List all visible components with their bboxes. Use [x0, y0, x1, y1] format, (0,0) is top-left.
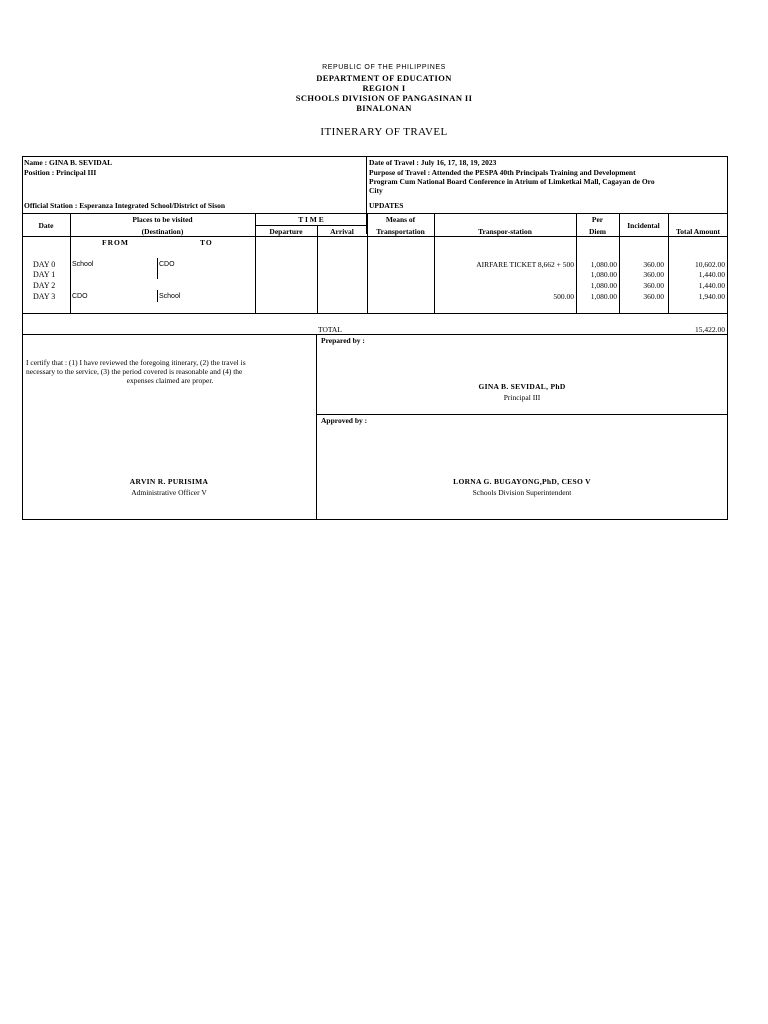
col-per-line2: Diem: [588, 227, 607, 236]
row-from: CDO: [72, 293, 88, 300]
row-incidental: 360.00: [643, 270, 664, 279]
col-means-line2: Transportation: [376, 227, 425, 236]
col-departure: Departure: [269, 227, 303, 236]
prepared-by-name: GINA B. SEVIDAL, PhD: [478, 382, 566, 391]
division-line: SCHOOLS DIVISION OF PANGASINAN II: [295, 93, 473, 103]
row-day: DAY 2: [33, 281, 56, 290]
col-date: Date: [38, 221, 54, 230]
certify-line-2: necessary to the service, (3) the period covered is reasonable and (4) the: [26, 367, 243, 376]
document-title: ITINERARY OF TRAVEL: [320, 126, 448, 138]
total-label: TOTAL: [318, 325, 342, 334]
row-total: 1,940.00: [698, 292, 725, 301]
row-transpo: 500.00: [553, 292, 574, 301]
row-per-diem: 1,080.00: [590, 270, 617, 279]
approved-by-name: LORNA G. BUGAYONG,PhD, CESO V: [453, 477, 591, 486]
row-incidental: 360.00: [643, 281, 664, 290]
col-to: TO: [200, 238, 213, 247]
row-per-diem: 1,080.00: [590, 281, 617, 290]
col-total-amount: Total Amount: [675, 227, 721, 236]
row-incidental: 360.00: [643, 260, 664, 269]
purpose-line-2: Program Cum National Board Conference in Atrium of Limketkai Mall, Cagayan de Oro: [369, 177, 655, 186]
total-value: 15,422.00: [695, 325, 725, 334]
document-header: [0, 63, 768, 113]
row-total: 1,440.00: [698, 270, 725, 279]
name-field: Name : GINA B. SEVIDAL: [24, 158, 113, 167]
republic-line: REPUBLIC OF THE PHILIPPINES: [322, 64, 446, 71]
prepared-by-label: Prepared by :: [321, 336, 365, 345]
row-incidental: 360.00: [643, 292, 664, 301]
row-day: DAY 1: [33, 270, 56, 279]
prepared-by-title: Principal III: [503, 393, 541, 402]
col-from: FROM: [102, 238, 129, 247]
col-places-line1: Places to be visited: [132, 215, 193, 224]
purpose-line-3: City: [369, 186, 383, 195]
approved-by-title: Schools Division Superintendent: [472, 488, 572, 497]
updates-label: UPDATES: [369, 201, 404, 210]
position-field: Position : Principal III: [24, 168, 97, 177]
itinerary-form: [22, 156, 728, 520]
row-per-diem: 1,080.00: [590, 292, 617, 301]
admin-officer-title: Administrative Officer V: [131, 488, 207, 497]
official-station-field: Official Station : Esperanza Integrated School/District of Sison: [24, 201, 226, 210]
region-line: REGION I: [362, 83, 406, 93]
date-of-travel-field: Date of Travel : July 16, 17, 18, 19, 2023: [369, 158, 497, 167]
col-arrival: Arrival: [330, 227, 354, 236]
col-per-line1: Per: [591, 215, 604, 224]
row-transpo: AIRFARE TICKET 8,662 + 500: [476, 260, 574, 269]
row-to: CDO: [159, 261, 175, 268]
certify-line-3: expenses claimed are proper.: [126, 376, 214, 385]
purpose-line-1: Purpose of Travel : Attended the PESPA 40th Principals Training and Development: [369, 168, 636, 177]
col-incidental: Incidental: [627, 221, 660, 230]
col-places-line2: (Destination): [141, 227, 184, 236]
row-total: 1,440.00: [698, 281, 725, 290]
approved-by-label: Approved by :: [321, 416, 368, 425]
place-line: BINALONAN: [356, 103, 412, 113]
row-from: School: [72, 261, 94, 268]
col-transpo: Transpor-station: [478, 227, 532, 236]
row-total: 10,602.00: [695, 260, 725, 269]
row-to: School: [159, 293, 181, 300]
row-day: DAY 0: [33, 260, 56, 269]
admin-officer-name: ARVIN R. PURISIMA: [129, 477, 209, 486]
row-per-diem: 1,080.00: [590, 260, 617, 269]
col-time: T I M E: [298, 215, 324, 224]
department-line: DEPARTMENT OF EDUCATION: [316, 73, 452, 83]
col-means-line1: Means of: [385, 215, 416, 224]
row-day: DAY 3: [33, 292, 56, 301]
certify-line-1: I certify that : (1) I have reviewed the foregoing itinerary, (2) the travel is: [26, 358, 246, 367]
